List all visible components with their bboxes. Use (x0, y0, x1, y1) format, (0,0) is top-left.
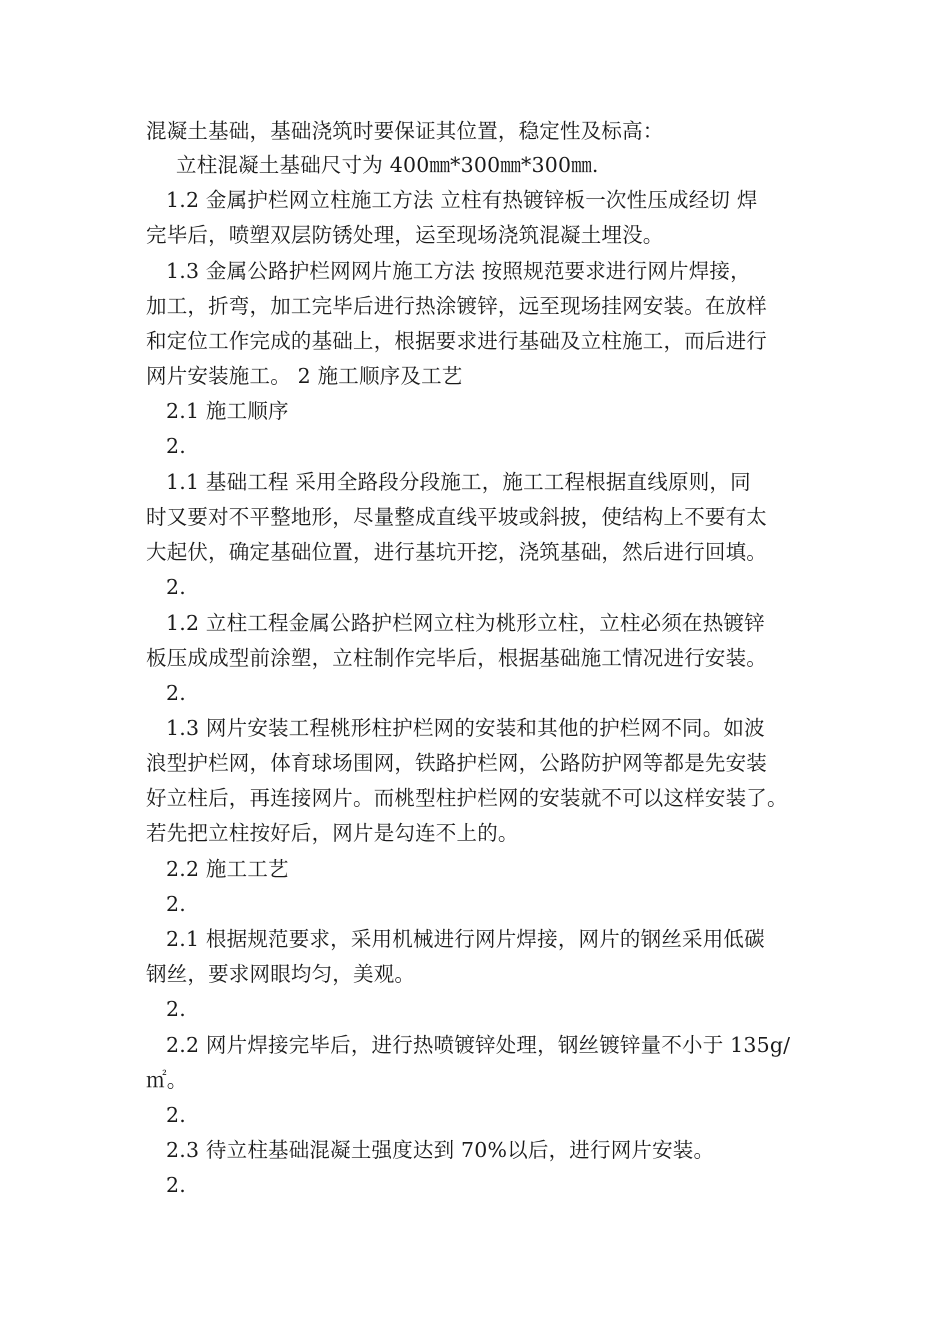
text-line: 板压成成型前涂塑，立柱制作完毕后，根据基础施工情况进行安装。 (146, 646, 767, 670)
text-line: 2. (166, 575, 186, 599)
text-line: 立柱混凝土基础尺寸为 400㎜*300㎜*300㎜. (176, 153, 599, 177)
text-line: 钢丝，要求网眼均匀，美观。 (146, 962, 416, 986)
text-line: 2. (166, 997, 186, 1021)
text-line: 1.2 金属护栏网立柱施工方法 立柱有热镀锌板一次性压成经切 焊 (166, 188, 758, 212)
text-line: 若先把立柱按好后，网片是勾连不上的。 (146, 821, 519, 845)
text-line: 1.2 立柱工程金属公路护栏网立柱为桃形立柱，立柱必须在热镀锌 (166, 611, 765, 635)
text-line: 1.3 网片安装工程桃形柱护栏网的安装和其他的护栏网不同。如波 (166, 716, 765, 740)
text-line: 浪型护栏网，体育球场围网，铁路护栏网，公路防护网等都是先安装 (146, 751, 767, 775)
text-line: 好立柱后，再连接网片。而桃型柱护栏网的安装就不可以这样安装了。 (146, 786, 788, 810)
text-line: 2. (166, 892, 186, 916)
text-line: 2. (166, 1173, 186, 1197)
text-line: 网片安装施工。 2 施工顺序及工艺 (146, 364, 463, 388)
text-line: ㎡。 (146, 1068, 188, 1092)
text-line: 大起伏，确定基础位置，进行基坑开挖，浇筑基础，然后进行回填。 (146, 540, 767, 564)
text-line: 2.3 待立柱基础混凝土强度达到 70%以后，进行网片安装。 (166, 1138, 715, 1162)
text-line: 时又要对不平整地形，尽量整成直线平坡或斜披，使结构上不要有太 (146, 505, 767, 529)
text-line: 2.1 施工顺序 (166, 399, 289, 423)
text-line: 加工，折弯，加工完毕后进行热涂镀锌，远至现场挂网安装。在放样 (146, 294, 767, 318)
text-line: 2.2 施工工艺 (166, 857, 289, 881)
text-line: 1.1 基础工程 采用全路段分段施工，施工工程根据直线原则，同 (166, 470, 751, 494)
text-line: 混凝土基础，基础浇筑时要保证其位置，稳定性及标高： (146, 119, 664, 143)
text-line: 2. (166, 434, 186, 458)
text-line: 和定位工作完成的基础上，根据要求进行基础及立柱施工，而后进行 (146, 329, 767, 353)
text-line: 完毕后，喷塑双层防锈处理，运至现场浇筑混凝土埋没。 (146, 223, 664, 247)
text-line: 2.1 根据规范要求，采用机械进行网片焊接，网片的钢丝采用低碳 (166, 927, 765, 951)
text-line: 2. (166, 681, 186, 705)
text-line: 2.2 网片焊接完毕后，进行热喷镀锌处理，钢丝镀锌量不小于 135g/ (166, 1033, 791, 1057)
text-line: 1.3 金属公路护栏网网片施工方法 按照规范要求进行网片焊接， (166, 259, 751, 283)
text-line: 2. (166, 1103, 186, 1127)
